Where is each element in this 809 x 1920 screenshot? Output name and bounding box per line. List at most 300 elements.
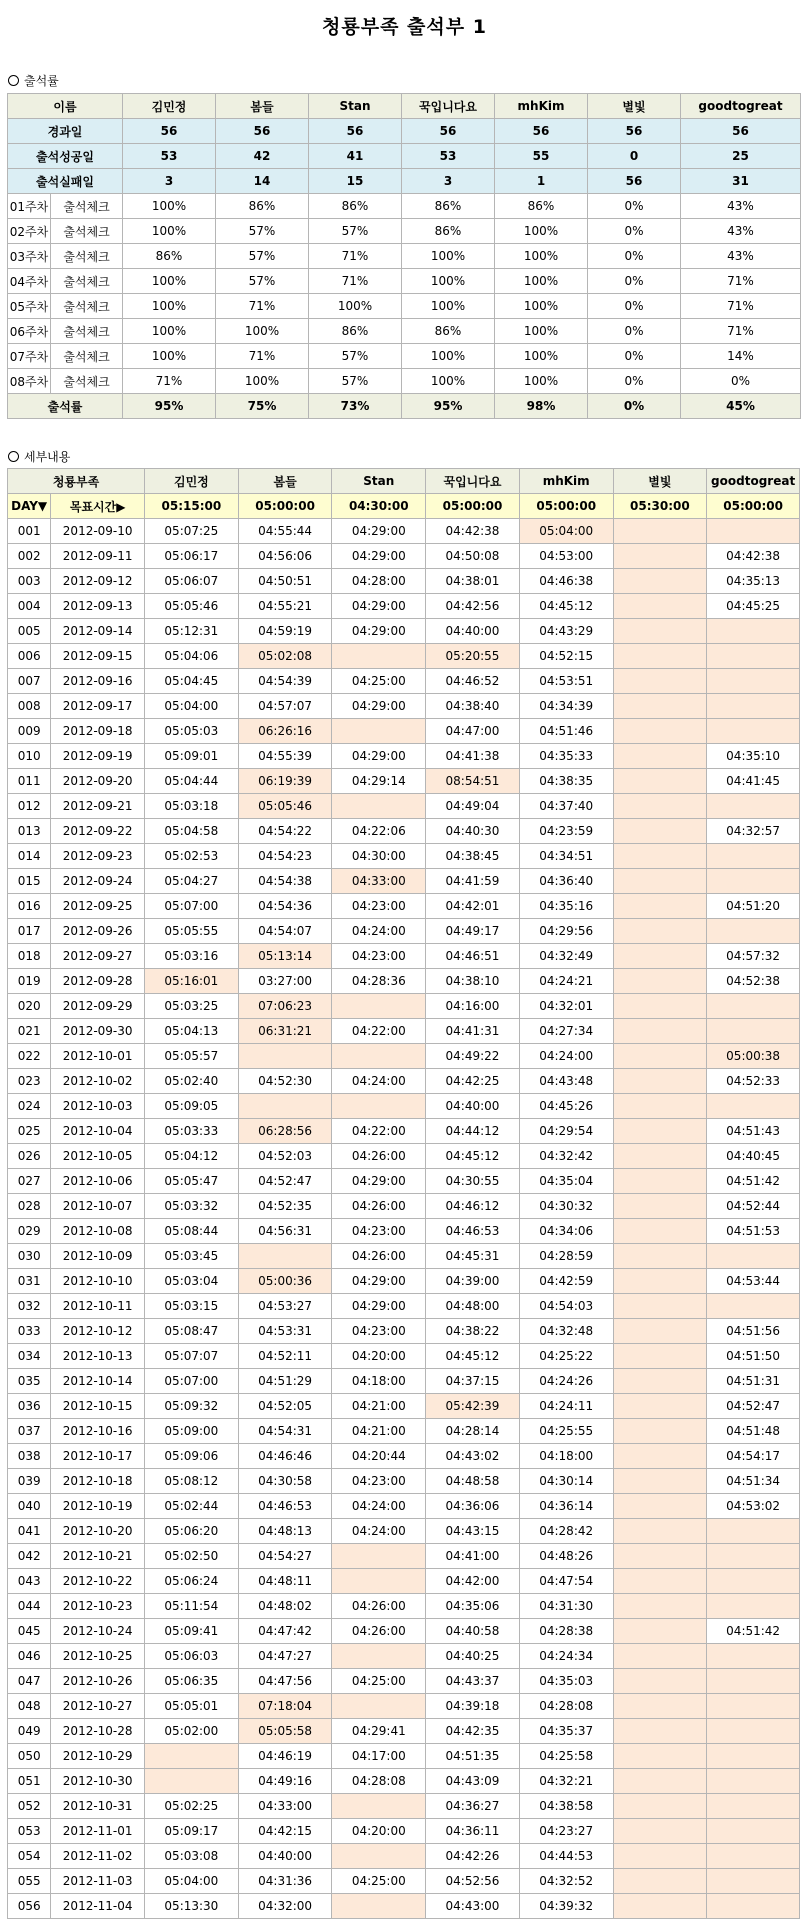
time-cell: 04:40:00 [426,1094,520,1119]
date: 2012-10-23 [51,1594,145,1619]
table-row [8,869,800,894]
time-cell: 04:22:06 [332,819,426,844]
time-cell: 05:05:46 [238,794,332,819]
table-row [8,694,800,719]
week-row [8,269,801,294]
time-cell: 04:36:06 [426,1494,520,1519]
stat-row [8,144,801,169]
date: 2012-10-19 [51,1494,145,1519]
week-rate: 71% [123,369,216,394]
check-label: 출석체크 [51,219,123,244]
time-cell [332,1694,426,1719]
table-row [8,1294,800,1319]
target-time: 05:00:00 [238,494,332,519]
stat-value: 41 [309,144,402,169]
time-cell: 04:54:38 [238,869,332,894]
week-rate: 100% [216,369,309,394]
target-time: 05:15:00 [145,494,239,519]
time-cell: 05:06:35 [145,1669,239,1694]
table-row [8,1069,800,1094]
time-cell: 04:24:00 [332,919,426,944]
time-cell: 04:26:00 [332,1619,426,1644]
check-label: 출석체크 [51,244,123,269]
date: 2012-10-18 [51,1469,145,1494]
stat-value: 56 [588,119,681,144]
time-cell: 04:53:31 [238,1319,332,1344]
day-number: 035 [8,1369,51,1394]
time-cell: 04:29:00 [332,1294,426,1319]
time-cell: 04:28:59 [519,1244,613,1269]
date: 2012-09-11 [51,544,145,569]
day-number: 013 [8,819,51,844]
time-cell: 04:49:16 [238,1769,332,1794]
time-cell: 04:43:02 [426,1444,520,1469]
check-label: 출석체크 [51,294,123,319]
time-cell: 04:35:04 [519,1169,613,1194]
stat-label: 출석실패일 [8,169,123,194]
date: 2012-10-04 [51,1119,145,1144]
time-cell: 04:48:02 [238,1594,332,1619]
week-rate: 100% [495,294,588,319]
day-number: 014 [8,844,51,869]
time-cell [707,619,800,644]
time-cell: 04:30:14 [519,1469,613,1494]
table-row [8,1144,800,1169]
time-cell: 04:27:34 [519,1019,613,1044]
week-rate: 71% [309,269,402,294]
time-cell [613,569,707,594]
time-cell: 04:48:00 [426,1294,520,1319]
day-number: 004 [8,594,51,619]
week-rate: 100% [495,219,588,244]
time-cell: 04:45:12 [519,594,613,619]
time-cell: 05:03:08 [145,1844,239,1869]
time-cell: 04:37:15 [426,1369,520,1394]
time-cell [332,794,426,819]
member-header: goodtogreat [681,94,801,119]
time-cell [613,619,707,644]
week-row [8,369,801,394]
time-cell: 04:52:15 [519,644,613,669]
time-cell: 04:51:46 [519,719,613,744]
table-row [8,944,800,969]
time-cell: 04:41:45 [707,769,800,794]
circle-bullet-icon [8,75,19,86]
table-row [8,1844,800,1869]
time-cell: 04:52:11 [238,1344,332,1369]
time-cell [613,1894,707,1919]
time-cell [613,869,707,894]
date: 2012-10-27 [51,1694,145,1719]
time-cell [707,1019,800,1044]
time-cell: 04:52:03 [238,1144,332,1169]
time-cell: 04:40:00 [238,1844,332,1869]
time-cell: 04:28:08 [519,1694,613,1719]
time-cell [707,669,800,694]
day-number: 033 [8,1319,51,1344]
time-cell: 04:38:01 [426,569,520,594]
time-cell: 04:46:12 [426,1194,520,1219]
time-cell: 05:08:12 [145,1469,239,1494]
time-cell: 04:17:00 [332,1744,426,1769]
week-rate: 0% [588,369,681,394]
time-cell: 04:44:53 [519,1844,613,1869]
week-label: 04주차 [8,269,51,294]
member-header: Stan [332,469,426,494]
week-rate: 14% [681,344,801,369]
date: 2012-10-25 [51,1644,145,1669]
time-cell: 04:51:43 [707,1119,800,1144]
time-cell: 04:47:56 [238,1669,332,1694]
time-cell: 05:03:16 [145,944,239,969]
time-cell: 04:35:37 [519,1719,613,1744]
time-cell [238,1094,332,1119]
table-row [8,644,800,669]
table-row [8,1244,800,1269]
time-cell [613,1119,707,1144]
time-cell: 04:51:48 [707,1419,800,1444]
time-cell [238,1044,332,1069]
time-cell: 04:28:42 [519,1519,613,1544]
week-label: 05주차 [8,294,51,319]
day-number: 020 [8,994,51,1019]
time-cell: 04:26:00 [332,1244,426,1269]
date: 2012-11-04 [51,1894,145,1919]
time-cell: 04:46:19 [238,1744,332,1769]
table-row [8,544,800,569]
table-row [8,919,800,944]
time-cell: 04:51:56 [707,1319,800,1344]
time-cell: 04:21:00 [332,1394,426,1419]
date: 2012-10-14 [51,1369,145,1394]
member-header: 별빛 [613,469,707,494]
time-cell: 04:49:22 [426,1044,520,1069]
time-cell: 04:49:17 [426,919,520,944]
circle-bullet-icon [8,451,19,462]
time-cell: 04:43:15 [426,1519,520,1544]
time-cell: 04:50:51 [238,569,332,594]
date: 2012-10-11 [51,1294,145,1319]
date: 2012-10-06 [51,1169,145,1194]
time-cell: 04:25:58 [519,1744,613,1769]
time-cell [332,644,426,669]
time-cell: 04:23:59 [519,819,613,844]
time-cell: 05:06:24 [145,1569,239,1594]
time-cell [707,1794,800,1819]
time-cell: 04:24:00 [332,1494,426,1519]
table-row [8,719,800,744]
time-cell: 04:47:00 [426,719,520,744]
time-cell: 04:51:53 [707,1219,800,1244]
time-cell: 04:46:53 [426,1219,520,1244]
day-number: 046 [8,1644,51,1669]
time-cell [707,1644,800,1669]
time-cell: 04:48:26 [519,1544,613,1569]
date: 2012-09-18 [51,719,145,744]
time-cell: 04:53:51 [519,669,613,694]
time-cell: 05:11:54 [145,1594,239,1619]
stat-value: 56 [402,119,495,144]
week-rate: 86% [123,244,216,269]
stat-row [8,119,801,144]
time-cell: 04:38:22 [426,1319,520,1344]
day-number: 008 [8,694,51,719]
week-rate: 0% [588,244,681,269]
time-cell [613,794,707,819]
week-rate: 100% [402,344,495,369]
time-cell: 05:04:58 [145,819,239,844]
time-cell: 04:23:00 [332,1219,426,1244]
time-cell: 07:06:23 [238,994,332,1019]
stat-label: 경과일 [8,119,123,144]
time-cell [613,519,707,544]
week-row [8,244,801,269]
table-row [8,1369,800,1394]
day-number: 017 [8,919,51,944]
time-cell [613,744,707,769]
week-row [8,194,801,219]
time-cell [145,1769,239,1794]
week-rate: 57% [309,344,402,369]
day-number: 044 [8,1594,51,1619]
total-rate-row [8,394,801,419]
time-cell [707,919,800,944]
time-cell [613,1794,707,1819]
stat-value: 56 [123,119,216,144]
day-number: 042 [8,1544,51,1569]
day-number: 026 [8,1144,51,1169]
week-row [8,219,801,244]
time-cell [613,1094,707,1119]
day-number: 052 [8,1794,51,1819]
time-cell: 04:48:11 [238,1569,332,1594]
week-rate: 71% [309,244,402,269]
time-cell: 05:05:58 [238,1719,332,1744]
time-cell [613,1244,707,1269]
date: 2012-10-28 [51,1719,145,1744]
week-label: 06주차 [8,319,51,344]
week-rate: 0% [681,369,801,394]
table-row [8,1769,800,1794]
table-row [8,1569,800,1594]
time-cell [707,1894,800,1919]
time-cell: 04:24:00 [332,1519,426,1544]
time-cell: 04:43:37 [426,1669,520,1694]
time-cell: 04:47:27 [238,1644,332,1669]
time-cell [613,1419,707,1444]
table-row [8,1669,800,1694]
week-rate: 100% [123,294,216,319]
stat-value: 56 [216,119,309,144]
time-cell [613,594,707,619]
table-row [8,1269,800,1294]
time-cell: 04:31:36 [238,1869,332,1894]
time-cell: 05:03:15 [145,1294,239,1319]
tribe-header: 청룡부족 [8,469,145,494]
week-rate: 100% [402,294,495,319]
day-number: 056 [8,1894,51,1919]
time-cell: 04:52:44 [707,1194,800,1219]
time-cell [332,994,426,1019]
time-cell: 04:26:00 [332,1144,426,1169]
detail-table [7,468,800,1919]
stat-value: 53 [402,144,495,169]
time-cell: 05:06:20 [145,1519,239,1544]
week-rate: 100% [123,194,216,219]
time-cell [613,1319,707,1344]
member-header: 꾹입니다요 [426,469,520,494]
total-label: 출석률 [8,394,123,419]
time-cell: 04:32:01 [519,994,613,1019]
week-rate: 0% [588,319,681,344]
member-header: 별빛 [588,94,681,119]
day-number: 018 [8,944,51,969]
day-number: 041 [8,1519,51,1544]
stat-value: 53 [123,144,216,169]
check-label: 출석체크 [51,344,123,369]
time-cell [613,1194,707,1219]
time-cell: 04:30:00 [332,844,426,869]
member-header: mhKim [495,94,588,119]
time-cell [707,1844,800,1869]
table-row [8,1794,800,1819]
section-attendance-rate [8,72,59,89]
time-cell: 05:13:14 [238,944,332,969]
time-cell: 05:42:39 [426,1394,520,1419]
date: 2012-09-22 [51,819,145,844]
member-header: 봄들 [216,94,309,119]
time-cell [613,1744,707,1769]
time-cell: 04:24:00 [332,1069,426,1094]
time-cell: 04:32:42 [519,1144,613,1169]
time-cell: 05:20:55 [426,644,520,669]
table-row [8,769,800,794]
time-cell: 05:03:18 [145,794,239,819]
time-cell: 04:53:44 [707,1269,800,1294]
date: 2012-10-22 [51,1569,145,1594]
time-cell: 05:04:00 [145,1869,239,1894]
time-cell [613,1644,707,1669]
time-cell: 06:31:21 [238,1019,332,1044]
time-cell: 04:29:00 [332,594,426,619]
time-cell [613,944,707,969]
time-cell [332,1894,426,1919]
time-cell: 05:04:00 [519,519,613,544]
date: 2012-10-31 [51,1794,145,1819]
time-cell: 05:03:45 [145,1244,239,1269]
time-cell: 05:05:55 [145,919,239,944]
time-cell: 04:45:31 [426,1244,520,1269]
time-cell: 04:51:20 [707,894,800,919]
date: 2012-09-15 [51,644,145,669]
time-cell: 05:07:25 [145,519,239,544]
time-cell: 04:28:36 [332,969,426,994]
time-cell: 04:59:19 [238,619,332,644]
time-cell [145,1744,239,1769]
time-cell: 04:41:59 [426,869,520,894]
time-cell: 05:06:07 [145,569,239,594]
time-cell: 04:23:00 [332,894,426,919]
table-row [8,1044,800,1069]
time-cell [613,1594,707,1619]
time-cell: 08:54:51 [426,769,520,794]
week-rate: 86% [402,319,495,344]
time-cell: 04:34:51 [519,844,613,869]
time-cell [613,769,707,794]
week-rate: 100% [495,269,588,294]
time-cell [613,644,707,669]
time-cell: 04:41:38 [426,744,520,769]
table-row [8,1719,800,1744]
target-time-row [8,494,800,519]
date: 2012-09-20 [51,769,145,794]
time-cell [613,1569,707,1594]
time-cell [707,794,800,819]
time-cell: 05:07:07 [145,1344,239,1369]
table-row [8,1019,800,1044]
total-rate: 45% [681,394,801,419]
time-cell [613,1544,707,1569]
date: 2012-10-08 [51,1219,145,1244]
member-header: 봄들 [238,469,332,494]
week-rate: 57% [309,219,402,244]
table-row [8,1094,800,1119]
table-row [8,1344,800,1369]
time-cell: 04:32:49 [519,944,613,969]
time-cell [707,1869,800,1894]
time-cell: 04:26:00 [332,1594,426,1619]
section-details [8,448,70,465]
target-time: 05:30:00 [613,494,707,519]
detail-header-row [8,469,800,494]
day-number: 037 [8,1419,51,1444]
time-cell: 04:36:11 [426,1819,520,1844]
time-cell: 04:29:14 [332,769,426,794]
time-cell: 04:52:47 [238,1169,332,1194]
time-cell [613,1469,707,1494]
date: 2012-10-29 [51,1744,145,1769]
date: 2012-09-27 [51,944,145,969]
time-cell [707,1519,800,1544]
week-row [8,344,801,369]
day-number: 011 [8,769,51,794]
time-cell: 04:28:14 [426,1419,520,1444]
day-number: 021 [8,1019,51,1044]
time-cell [707,1744,800,1769]
time-cell [613,1519,707,1544]
week-rate: 100% [495,344,588,369]
time-cell: 04:40:25 [426,1644,520,1669]
date: 2012-10-17 [51,1444,145,1469]
day-number: 030 [8,1244,51,1269]
week-rate: 0% [588,294,681,319]
time-cell [707,1819,800,1844]
stat-value: 42 [216,144,309,169]
time-cell: 04:54:22 [238,819,332,844]
date: 2012-09-16 [51,669,145,694]
time-cell [707,644,800,669]
target-time: 05:00:00 [426,494,520,519]
time-cell: 05:09:41 [145,1619,239,1644]
week-rate: 100% [402,269,495,294]
time-cell: 05:02:53 [145,844,239,869]
time-cell: 04:51:42 [707,1169,800,1194]
table-row [8,844,800,869]
time-cell: 05:09:05 [145,1094,239,1119]
date: 2012-09-26 [51,919,145,944]
time-cell: 04:29:00 [332,744,426,769]
date: 2012-10-10 [51,1269,145,1294]
